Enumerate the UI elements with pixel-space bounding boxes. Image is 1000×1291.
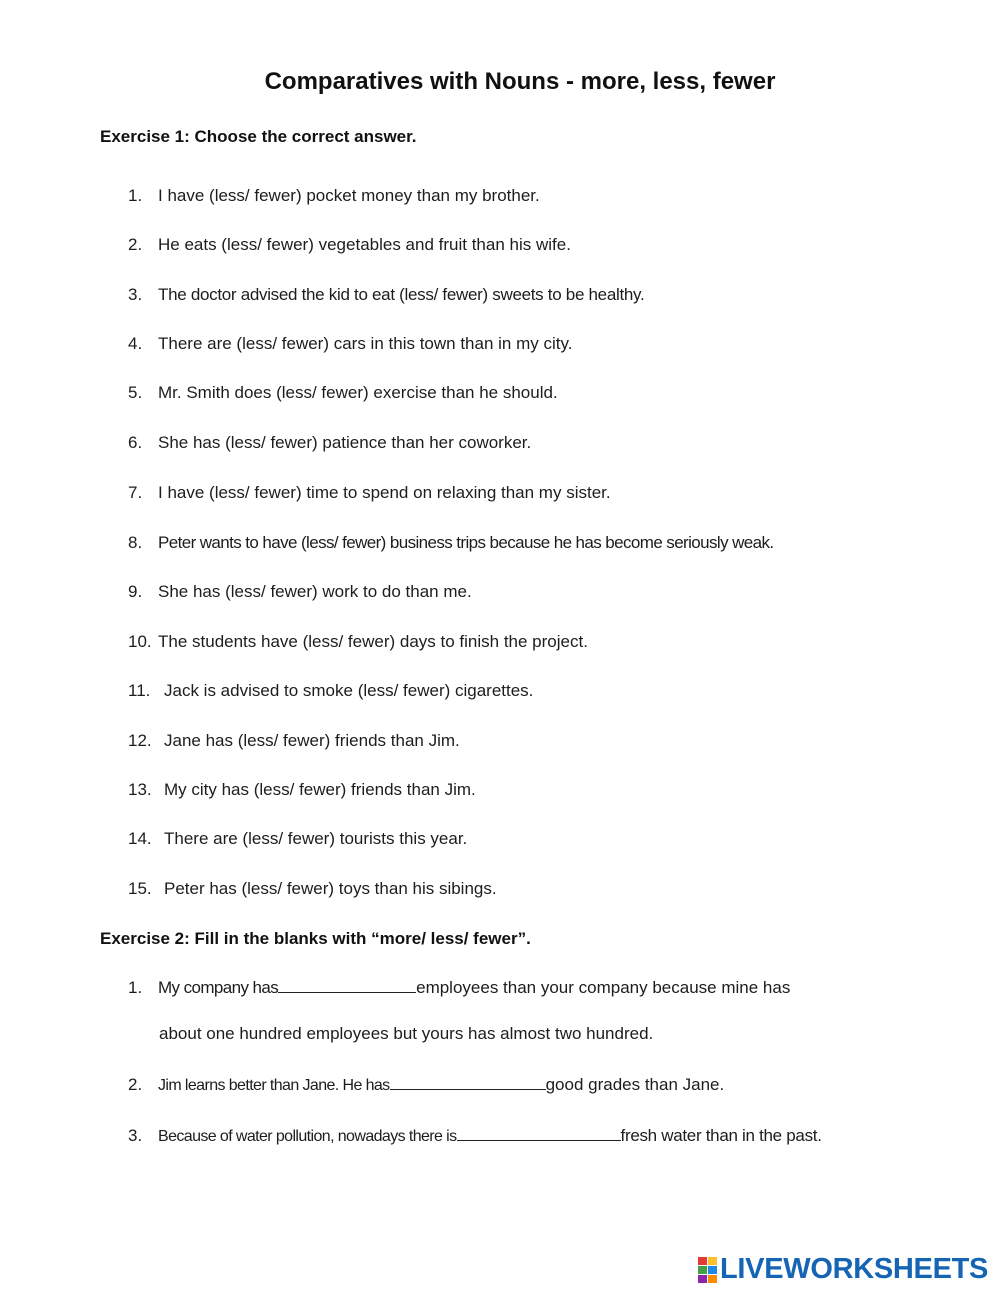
list-item: 13. My city has (less/ fewer) friends than Jim. — [128, 780, 476, 799]
exercise-2-heading: Exercise 2: Fill in the blanks with “more/ less/ fewer”. — [100, 929, 531, 948]
question-text: The students have (less/ fewer) days to finish the project. — [158, 632, 588, 651]
sentence-after: good grades than Jane. — [545, 1075, 725, 1094]
page-title: Comparatives with Nouns - more, less, fewer — [264, 68, 776, 95]
list-item: 1. I have (less/ fewer) pocket money than my brother. — [128, 186, 540, 205]
answer-blank[interactable] — [278, 976, 416, 993]
question-text: I have (less/ fewer) time to spend on relaxing than my sister. — [158, 483, 611, 502]
question-text: He eats (less/ fewer) vegetables and fruit than his wife. — [158, 235, 571, 254]
sentence-before: Because of water pollution, nowadays there is — [158, 1128, 457, 1145]
question-text: I have (less/ fewer) pocket money than my brother. — [158, 186, 540, 205]
exercise-1-heading: Exercise 1: Choose the correct answer. — [100, 127, 417, 146]
list-item: 4. There are (less/ fewer) cars in this town than in my city. — [128, 334, 573, 353]
sentence-after: employees than your company because mine has — [416, 978, 791, 997]
list-item: 3. The doctor advised the kid to eat (less/ fewer) sweets to be healthy. — [128, 285, 645, 304]
sentence-after: fresh water than in the past. — [620, 1126, 822, 1145]
list-item: 10. The students have (less/ fewer) days to finish the project. — [128, 632, 588, 651]
question-text: Mr. Smith does (less/ fewer) exercise than he should. — [158, 383, 558, 402]
list-item: 2. Jim learns better than Jane. He has good grades than Jane. — [128, 1075, 725, 1094]
question-text: The doctor advised the kid to eat (less/ fewer) sweets to be healthy. — [158, 285, 645, 304]
question-text: My city has (less/ fewer) friends than Jim. — [164, 780, 476, 799]
question-text: Peter has (less/ fewer) toys than his sibings. — [164, 879, 497, 898]
sentence-continuation: about one hundred employees but yours has almost two hundred. — [159, 1024, 654, 1043]
list-item: 9. She has (less/ fewer) work to do than me. — [128, 582, 472, 601]
liveworksheets-logo[interactable] — [698, 1253, 988, 1286]
question-text: She has (less/ fewer) work to do than me. — [158, 582, 472, 601]
list-item: 3. Because of water pollution, nowadays there is fresh water than in the past. — [128, 1126, 822, 1145]
liveworksheets-logo-icon — [698, 1257, 717, 1283]
list-item: 15. Peter has (less/ fewer) toys than his sibings. — [128, 879, 497, 898]
sentence-before: Jim learns better than Jane. He has — [158, 1077, 390, 1094]
question-text: Jane has (less/ fewer) friends than Jim. — [164, 731, 460, 750]
list-item: 8. Peter wants to have (less/ fewer) business trips because he has become seriously weak. — [128, 533, 774, 552]
question-text: Peter wants to have (less/ fewer) business trips because he has become seriously weak. — [158, 533, 774, 552]
list-item: 6. She has (less/ fewer) patience than her coworker. — [128, 433, 532, 452]
sentence-before: My company has — [158, 978, 279, 997]
list-item: 7. I have (less/ fewer) time to spend on relaxing than my sister. — [128, 483, 611, 502]
list-item: 12. Jane has (less/ fewer) friends than Jim. — [128, 731, 460, 750]
list-item: 1. My company has employees than your company because mine has — [128, 978, 791, 997]
list-item: 5. Mr. Smith does (less/ fewer) exercise than he should. — [128, 383, 558, 402]
question-text: She has (less/ fewer) patience than her coworker. — [158, 433, 532, 452]
list-item: 14. There are (less/ fewer) tourists this year. — [128, 829, 468, 848]
logo-text: LIVEWORKSHEETS — [720, 1253, 989, 1285]
list-item: 11. Jack is advised to smoke (less/ fewer) cigarettes. — [128, 681, 534, 700]
question-text: Jack is advised to smoke (less/ fewer) cigarettes. — [164, 681, 534, 700]
answer-blank[interactable] — [457, 1124, 621, 1141]
list-item: 2. He eats (less/ fewer) vegetables and fruit than his wife. — [128, 235, 571, 254]
answer-blank[interactable] — [390, 1073, 546, 1090]
question-text: There are (less/ fewer) tourists this year. — [164, 829, 468, 848]
question-text: There are (less/ fewer) cars in this town than in my city. — [158, 334, 573, 353]
